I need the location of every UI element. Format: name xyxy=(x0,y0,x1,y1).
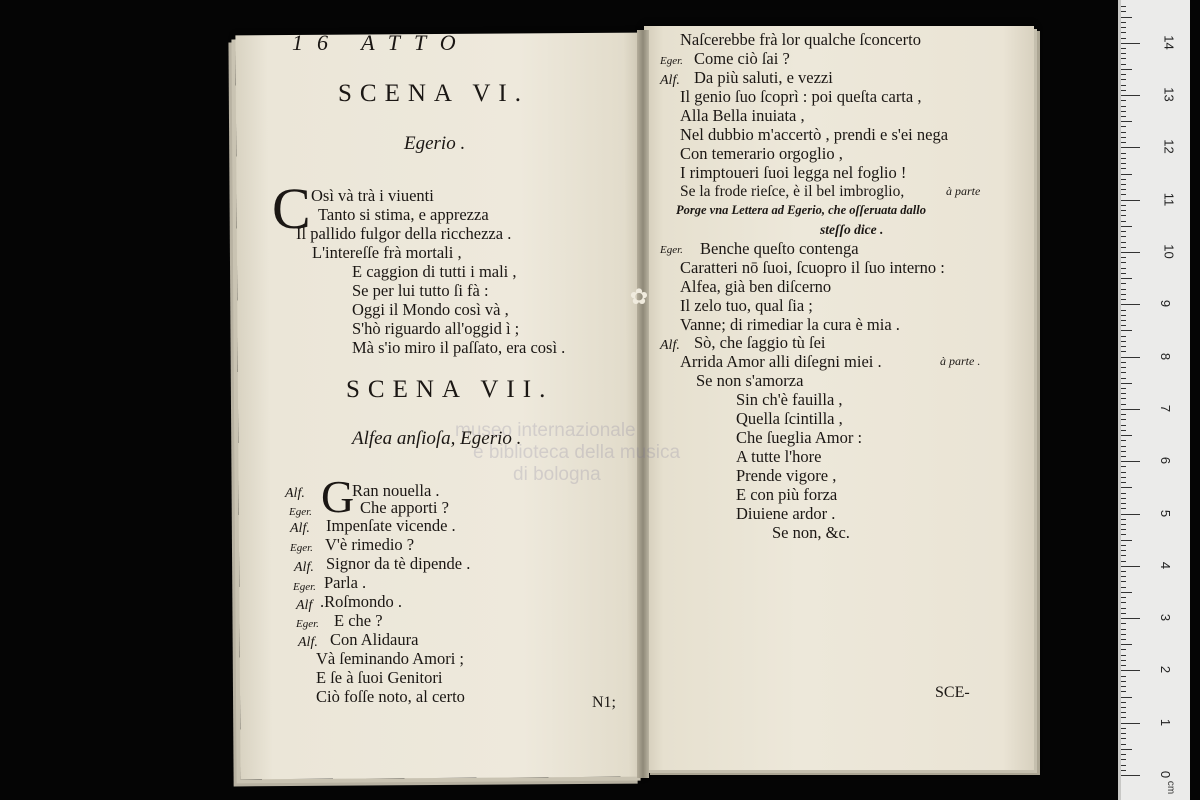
ruler-tick xyxy=(1118,357,1140,358)
aria-line: Che ſueglia Amor : xyxy=(736,428,863,447)
verse-line: Osì và trà i viuenti xyxy=(311,186,434,205)
speaker-label: Alf. xyxy=(285,486,305,501)
verse-line: Alla Bella inuiata , xyxy=(680,106,805,125)
dialogue-line: Con Alidaura xyxy=(330,630,419,649)
speaker-label: Eger. xyxy=(660,55,683,67)
watermark-line: e biblioteca della musica xyxy=(473,442,681,463)
verse-line: E caggion di tutti i mali , xyxy=(352,262,517,281)
scene-7-characters: Alfea anſioſa, Egerio . xyxy=(352,428,522,449)
aria-line: Diuiene ardor . xyxy=(736,504,836,523)
verse-line: Come ciò ſai ? xyxy=(694,49,790,68)
ruler-unit: cm xyxy=(1165,780,1177,795)
ruler-tick xyxy=(1118,304,1140,305)
dialogue-line: Ran nouella . xyxy=(352,481,440,500)
verse-line: Se per lui tutto ſi fà : xyxy=(352,281,489,300)
stage-direction: Porge vna Lettera ad Egerio, che oſſeruata dallo xyxy=(676,203,926,217)
watermark-line: museo internazionale xyxy=(455,420,636,441)
ruler-tick xyxy=(1118,409,1140,410)
ruler-tick xyxy=(1118,670,1140,671)
ruler-number: 14 xyxy=(1161,35,1177,50)
ruler-tick xyxy=(1118,200,1140,201)
dialogue-line: Ciò foſſe noto, al certo xyxy=(316,687,465,706)
verse-line: L'intereſſe frà mortali , xyxy=(312,243,462,262)
verse-line: Naſcerebbe frà lor qualche ſconcerto xyxy=(680,30,921,49)
dialogue-line: Và ſeminando Amori ; xyxy=(316,649,465,668)
speaker-label: Eger. xyxy=(660,244,683,256)
ruler-number: 13 xyxy=(1161,87,1177,102)
measuring-ruler xyxy=(1118,0,1190,800)
ruler-number: 3 xyxy=(1158,613,1174,622)
binding-thread-icon: ✿ xyxy=(629,284,649,309)
ruler-tick xyxy=(1118,43,1140,44)
verse-line: Sò, che ſaggio tù ſei xyxy=(694,333,826,352)
scene-7-title: SCENA VII. xyxy=(346,376,554,403)
speaker-label: Eger. xyxy=(293,581,316,593)
ruler-tick xyxy=(1118,618,1140,619)
ruler-number: 5 xyxy=(1158,509,1174,517)
aria-line: E con più forza xyxy=(736,485,838,504)
verse-line: Caratteri nō ſuoi, ſcuopro il ſuo interno : xyxy=(680,258,945,277)
speaker-label: Alf. xyxy=(660,73,680,88)
dialogue-line: Che apporti ? xyxy=(360,498,449,517)
dialogue-line: E che ? xyxy=(334,611,383,630)
ruler-tick xyxy=(1118,723,1140,724)
scene-6-character: Egerio . xyxy=(404,133,466,154)
ruler-tick xyxy=(1118,775,1140,776)
speaker-label: Alf xyxy=(296,598,313,613)
aside-note: à parte xyxy=(946,184,981,198)
ruler-tick xyxy=(1118,95,1140,96)
drop-cap-g: G xyxy=(321,471,355,522)
speaker-label: Alf. xyxy=(660,338,680,353)
ruler-number: 2 xyxy=(1158,666,1174,674)
ruler-number: 6 xyxy=(1158,457,1174,465)
dialogue-line: E ſe à ſuoi Genitori xyxy=(316,668,443,687)
verse-line: Benche queſto contenga xyxy=(700,239,859,258)
verse-line: Oggi il Mondo così và , xyxy=(352,300,509,319)
book-gutter xyxy=(637,30,649,778)
scene-6-title: SCENA VI. xyxy=(338,80,530,107)
verse-line: Il pallido fulgor della ricchezza . xyxy=(296,224,512,243)
catchword-left: N1; xyxy=(592,694,616,711)
verse-line: Se la frode rieſce, è il bel imbroglio, xyxy=(680,183,905,200)
ruler-number: 12 xyxy=(1161,139,1177,155)
speaker-label: Alf. xyxy=(290,521,310,536)
ruler-number: 10 xyxy=(1161,244,1177,259)
verse-line: Il zelo tuo, qual ſia ; xyxy=(680,296,813,315)
running-head: 16 ATTO xyxy=(292,30,470,55)
verse-line: Nel dubbio m'accertò , prendi e s'ei nega xyxy=(680,125,949,144)
dialogue-line: Impenſate vicende . xyxy=(326,516,456,535)
ruler-tick xyxy=(1118,461,1140,462)
verse-line: Mà s'io miro il paſſato, era così . xyxy=(352,338,566,357)
drop-cap-c: C xyxy=(272,176,311,241)
aside-note: à parte . xyxy=(940,354,981,368)
ruler-tick xyxy=(1118,566,1140,567)
ruler-number: 8 xyxy=(1158,352,1174,360)
stage-direction: steſſo dice . xyxy=(820,222,884,237)
dialogue-line: Parla . xyxy=(324,573,367,592)
aria-line: Sin ch'è fauilla , xyxy=(736,390,843,409)
speaker-label: Eger. xyxy=(289,506,312,518)
verse-line: Il genio ſuo ſcoprì : poi queſta carta , xyxy=(680,87,922,106)
ruler-tick xyxy=(1118,147,1140,148)
aria-line: Prende vigore , xyxy=(736,466,837,485)
aria-line: A tutte l'hore xyxy=(736,447,822,466)
verse-line: I rimptoueri ſuoi legga nel foglio ! xyxy=(680,163,907,182)
aria-line: Se non, &c. xyxy=(772,523,850,542)
ruler-tick xyxy=(1118,252,1140,253)
aria-line: Quella ſcintilla , xyxy=(736,409,843,428)
ruler-number: 11 xyxy=(1161,192,1177,206)
catchword-right: SCE- xyxy=(935,684,970,701)
watermark-line: di bologna xyxy=(513,464,601,485)
verse-line: Con temerario orgoglio , xyxy=(680,144,843,163)
speaker-label: Alf. xyxy=(298,635,318,650)
verse-line: Alfea, già ben diſcerno xyxy=(680,277,832,296)
verse-line: Arrida Amor alli diſegni miei . xyxy=(680,352,882,371)
ruler-tick xyxy=(1118,514,1140,515)
ruler-number: 7 xyxy=(1158,404,1174,413)
verse-line: S'hò riguardo all'oggid ì ; xyxy=(352,319,520,338)
verse-line: Da più saluti, e vezzi xyxy=(694,68,833,87)
speaker-label: Alf. xyxy=(294,560,314,575)
ruler-number: 9 xyxy=(1158,300,1174,308)
ruler-edge xyxy=(1118,0,1121,800)
dialogue-line: Signor da tè dipende . xyxy=(326,554,471,573)
speaker-label: Eger. xyxy=(290,542,313,554)
dialogue-line: .Roſmondo . xyxy=(320,592,403,611)
ruler-number: 4 xyxy=(1158,561,1174,569)
aria-line: Se non s'amorza xyxy=(696,371,804,390)
ruler-number: 1 xyxy=(1158,718,1174,726)
verse-line: Vanne; di rimediar la cura è mia . xyxy=(680,315,900,334)
ruler-number: 0 xyxy=(1158,770,1174,779)
dialogue-line: V'è rimedio ? xyxy=(325,535,415,554)
speaker-label: Eger. xyxy=(296,618,319,630)
verse-line: Tanto si stima, e apprezza xyxy=(318,205,489,224)
